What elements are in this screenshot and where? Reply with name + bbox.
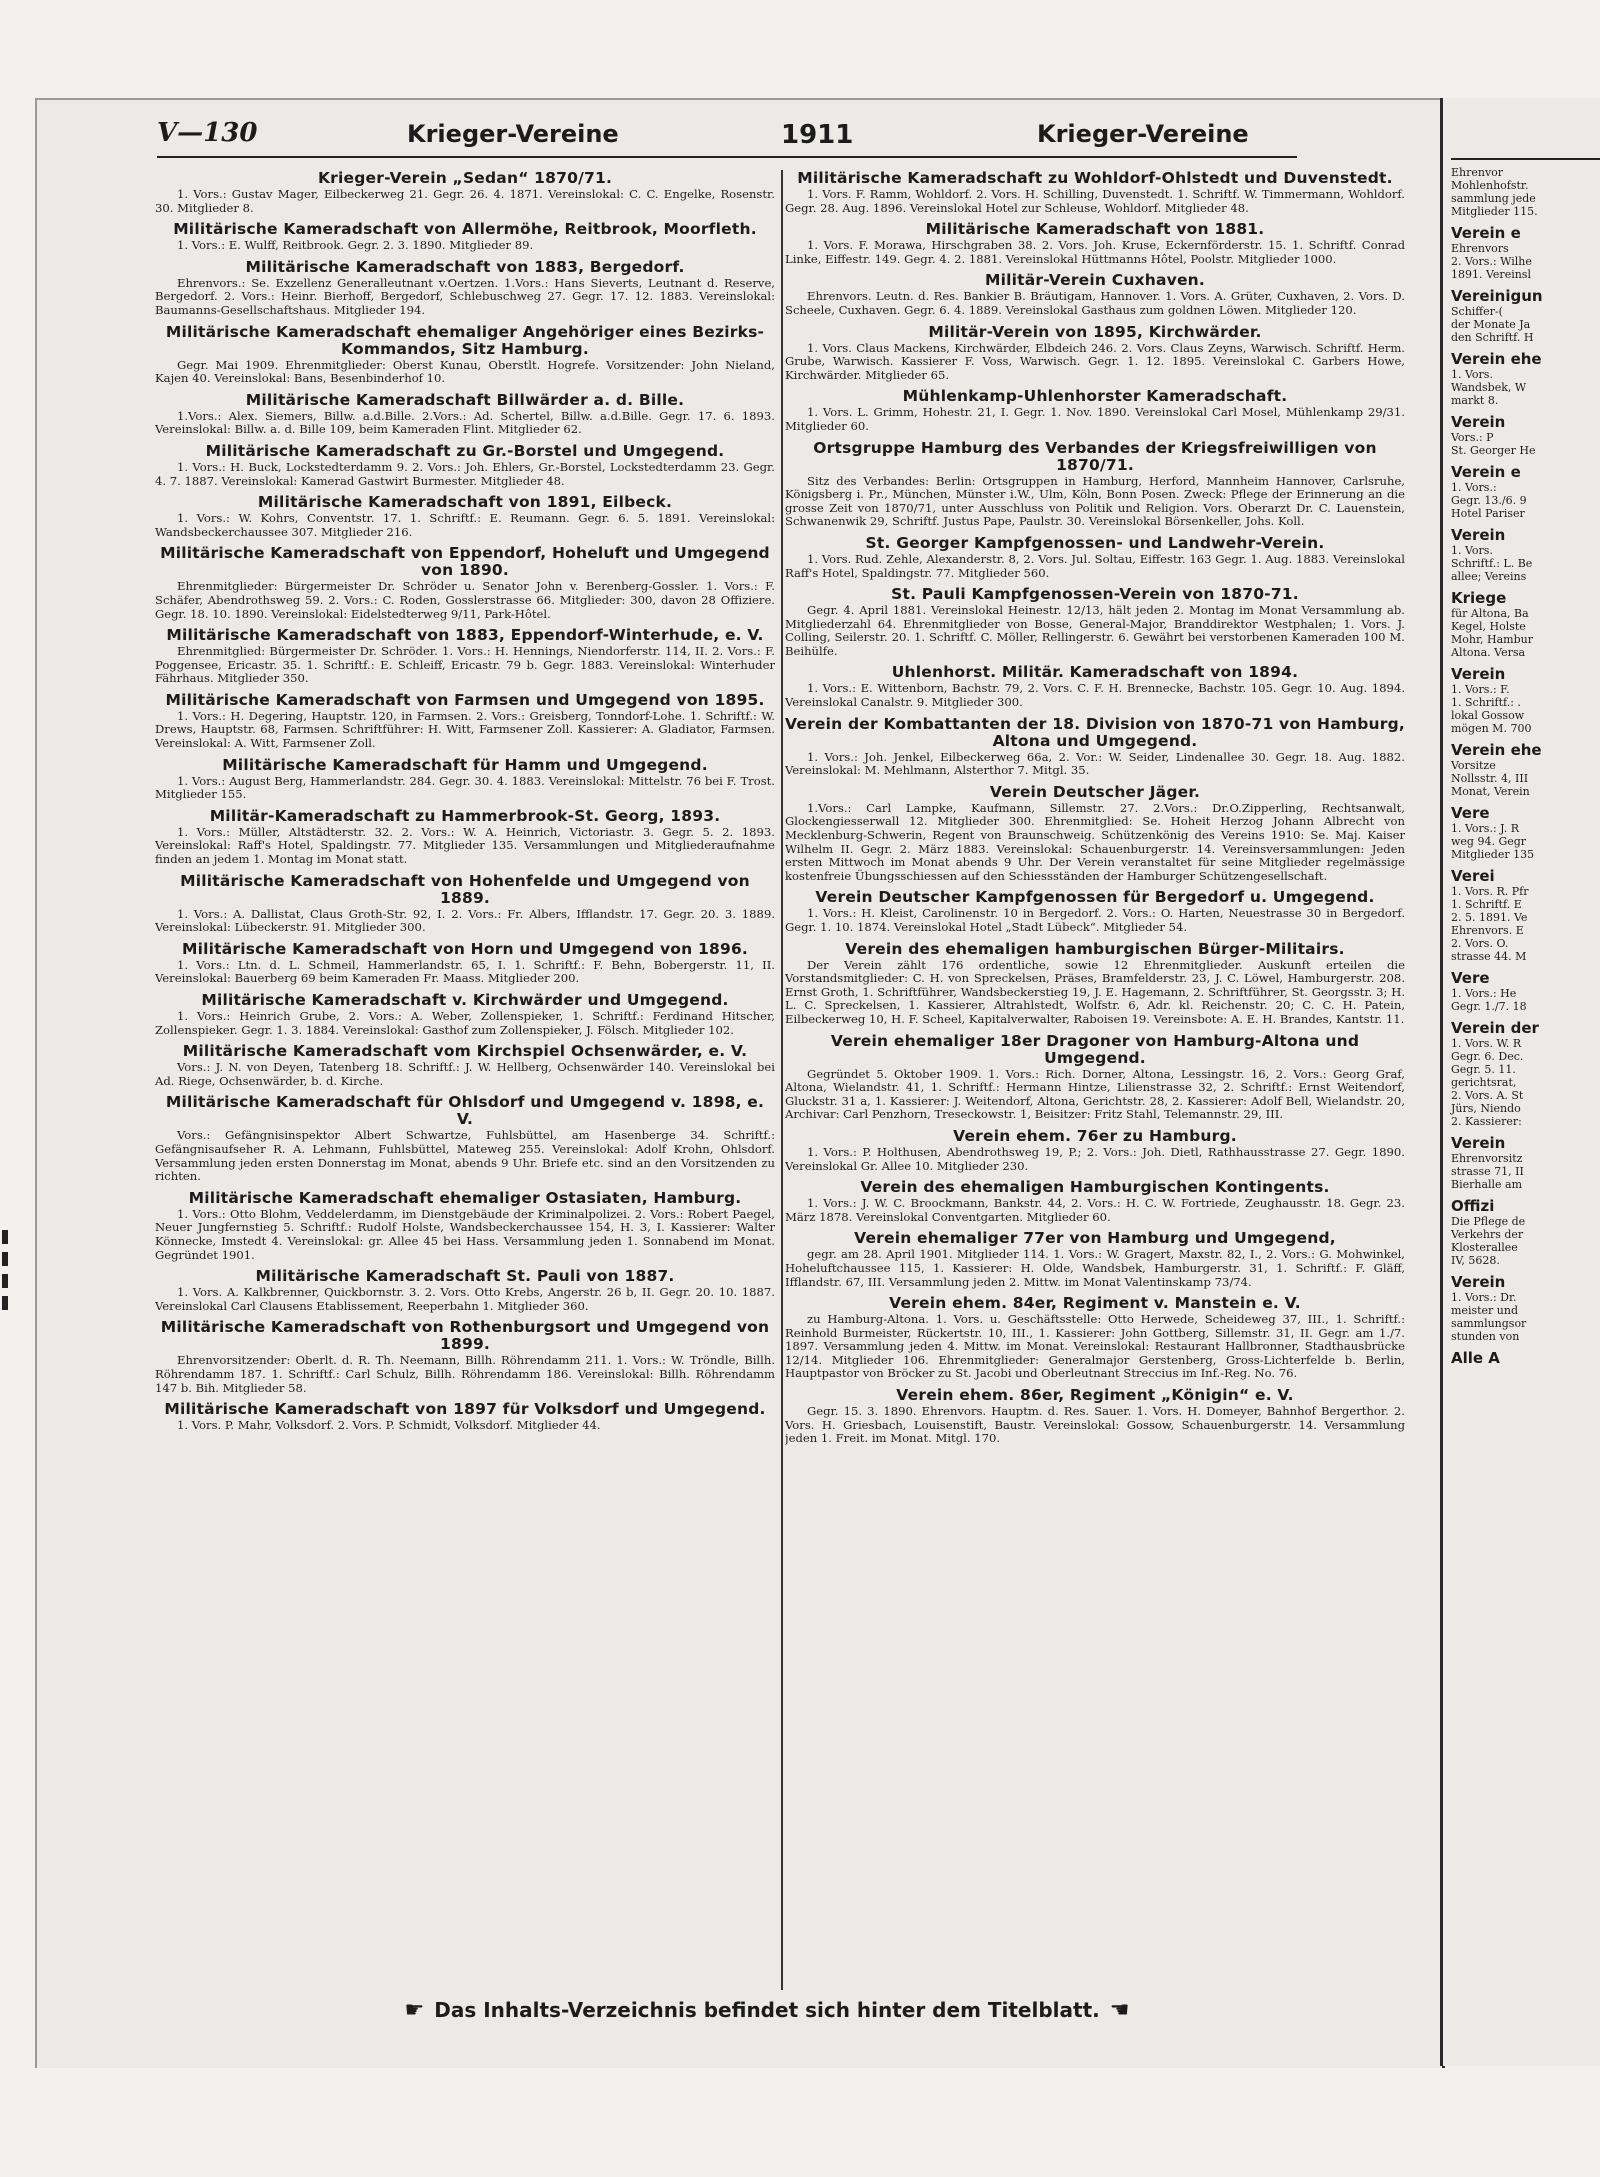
association-details: 1. Vors.: Gustav Mager, Eilbeckerweg 21. Gegr. 26. 4. 1871. Vereinslokal: C. C. Engelke, Rosenstr. 30. Mitglieder 8. <box>155 187 775 215</box>
binding-marks <box>0 1230 12 1340</box>
fragment-line: sammlung jede <box>1451 192 1536 205</box>
association-entry <box>155 1190 775 1262</box>
association-details: 1. Vors.: E. Wulff, Reitbrook. Gegr. 2. 3. 1890. Mitglieder 89. <box>177 238 534 253</box>
association-title: Militär-Verein Cuxhaven. <box>985 271 1205 290</box>
association-entry <box>785 1033 1405 1122</box>
association-title: St. Georger Kampfgenossen- und Landwehr-Verein. <box>865 533 1325 552</box>
fragment-line: stunden von <box>1451 1330 1520 1343</box>
association-entry <box>155 1268 775 1313</box>
fragment-line: gerichtsrat, <box>1451 1076 1517 1089</box>
fragment-line: Nollsstr. 4, III <box>1451 772 1529 785</box>
association-details: 1. Vors.: Otto Blohm, Veddelerdamm, im Dienstgebäude der Kriminalpolizei. 2. Vors.: Robert Paegel, Neuer Jungfernstieg 5. Schriftf.: Rudolf Holste, Wandsbeckerchaussee 154, H. 3, I. Kassierer: Walter Könnecke, Imstedt 4. Vereinslokal: gr. Allee 45 bei Hass. Versammlung jeden 1. Sonnabend im Monat. Gegründet 1901. <box>155 1206 775 1262</box>
directory-page <box>35 98 1445 2068</box>
association-title: Verein ehem. 76er zu Hamburg. <box>953 1126 1237 1145</box>
fragment-line: Gegr. 5. 11. <box>1451 1063 1516 1076</box>
association-entry <box>785 1387 1405 1446</box>
fragment-line: 1. Vors.: J. R <box>1451 822 1519 835</box>
fragment-line: 2. Vors.: Wilhe <box>1451 255 1532 268</box>
association-entry <box>155 443 775 488</box>
association-title: Militärische Kameradschaft für Hamm und Umgegend. <box>222 755 708 774</box>
association-details: Ehrenmitglieder: Bürgermeister Dr. Schröder u. Senator John v. Berenberg-Gossler. 1. Vors.: F. Schäfer, Abendrothsweg 59. 2. Vors.: C. Roden, Gosslerstrasse 66. Mitglieder: 300, davon 28 Offiziere. Gegr. 18. 10. 1890. Vereinslokal: Eidelstedterweg 9/11, Park-Hôtel. <box>155 579 775 621</box>
fragment-line: 1. Vors. <box>1451 368 1493 381</box>
fragment-line: mögen M. 700 <box>1451 722 1532 735</box>
association-entry <box>785 1295 1405 1381</box>
association-title: Militär-Verein von 1895, Kirchwärder. <box>928 322 1262 341</box>
fragment-line: 1. Vors. W. R <box>1451 1037 1522 1050</box>
association-title: Militärische Kameradschaft ehemaliger Angehöriger eines Bezirks-Kommandos, Sitz Hamburg. <box>165 322 765 358</box>
association-details: 1. Vors.: Müller, Altstädterstr. 32. 2. Vors.: W. A. Heinrich, Victoriastr. 3. Gegr. 5. 2. 1893. Vereinslokal: Raff's Hotel, Spaldingstr. 77. Mitglieder 135. Versammlungen und Mitgliederaufnahme finden an jedem 1. Montag im Monat statt. <box>155 824 775 867</box>
fragment-heading: Offizi <box>1451 1197 1495 1215</box>
association-details: Ehrenvors.: Se. Exzellenz Generalleutnant v.Oertzen. 1.Vors.: Hans Sieverts, Leutnant d. Reserve, Bergedorf. 2. Vors.: Heinr. Bierhoff, Bergedorf, Schlebuschweg 27. Gegr. 17. 12. 1883. Vereinslokal: Baumanns-Gesellschaftshaus. Mitglieder 194. <box>155 275 775 317</box>
association-entry <box>785 1179 1405 1224</box>
fragment-line: Schiffer-( <box>1451 305 1503 318</box>
fragment-line: strasse 44. M <box>1451 950 1527 963</box>
association-title: Militärische Kameradschaft vom Kirchspiel Ochsenwärder, e. V. <box>182 1042 748 1061</box>
header-title-left: Krieger-Vereine <box>407 120 619 148</box>
association-title: Militärische Kameradschaft von Farmsen und Umgegend von 1895. <box>165 690 765 709</box>
association-title: Krieger-Verein „Sedan“ 1870/71. <box>317 170 613 187</box>
association-entry <box>155 808 775 867</box>
fragment-line: strasse 71, II <box>1451 1165 1524 1178</box>
association-entry <box>785 535 1405 580</box>
fragment-heading: Vereinigun <box>1451 287 1543 305</box>
association-details: 1. Vors.: H. Buck, Lockstedterdamm 9. 2. Vors.: Joh. Ehlers, Gr.-Borstel, Lockstedterdamm 23. Gegr. 4. 7. 1887. Vereinslokal: Kamerad Gastwirt Burmester. Mitglieder 48. <box>155 459 775 488</box>
association-entry <box>785 388 1405 433</box>
fragment-heading: Verein <box>1451 1134 1506 1152</box>
association-entry <box>155 545 775 621</box>
fragment-line: Mitglieder 115. <box>1451 205 1538 218</box>
pointing-hand-right-icon: ☛ <box>404 1998 425 2023</box>
association-details: 1. Vors. Claus Mackens, Kirchwärder, Elbdeich 246. 2. Vors. Claus Zeyns, Warwisch. Schriftf. Herm. Grube, Warwisch. Kassierer F. Voss, Warwisch. Gegr. 1. 12. 1895. Vereinslokal C. Garbers Howe, Kirchwärder. Mitglieder 65. <box>785 340 1405 382</box>
column-divider <box>781 170 783 1990</box>
association-details: 1. Vors. F. Morawa, Hirschgraben 38. 2. Vors. Joh. Kruse, Eckernförderstr. 15. 1. Schriftf. Conrad Linke, Eiffestr. 149. Gegr. 4. 2. 1881. Vereinslokal Hüttmanns Hôtel, Poolstr. Mitglieder 1000. <box>785 238 1405 266</box>
fragment-heading: Verein der <box>1451 1019 1539 1037</box>
association-entry <box>785 716 1405 778</box>
fragment-heading: Vere <box>1451 969 1490 987</box>
page-header <box>157 116 1297 158</box>
association-details: 1. Vors.: A. Dallistat, Claus Groth-Str. 92, I. 2. Vors.: Fr. Albers, Ifflandstr. 17. Gegr. 20. 3. 1889. Vereinslokal: Lübeckerstr. 91. Mitglieder 300. <box>155 906 775 935</box>
association-details: Sitz des Verbandes: Berlin: Ortsgruppen in Hamburg, Herford, Mannheim Hannover, Carlsruhe, Königsberg i. Pr., München, Münster i.W., Ulm, Köln, Bonn Posen. Zweck: Pflege der Erinnerung an die grosse Zeit von 1870/71, unter Ausschluss von Politik und Religion. Vors. Oberarzt Dr. C. Lauenstein, Schwanenwik 29, Schriftf. Justus Pape, Paulstr. 30. Vereinslokal Börsenkeller, Johs. Koll. <box>785 473 1405 529</box>
association-title: Militärische Kameradschaft von 1883, Bergedorf. <box>245 257 685 276</box>
association-details: 1. Vors.: Ltn. d. L. Schmeil, Hammerlandstr. 65, I. 1. Schriftf.: F. Behn, Bobergerstr. 11, II. Vereinslokal: Bauerberg 69 beim Kameraden Fr. Maass. Mitglieder 200. <box>155 957 775 986</box>
association-title: Militärische Kameradschaft von 1891, Eilbeck. <box>257 493 673 512</box>
fragment-line: Gegr. 6. Dec. <box>1451 1050 1524 1063</box>
fragment-line: weg 94. Gegr <box>1451 835 1527 848</box>
fragment-heading: Verein e <box>1451 463 1521 481</box>
fragment-line: allee; Vereins <box>1451 570 1527 583</box>
page-number: V—130 <box>157 118 258 148</box>
association-details: 1. Vors.: H. Kleist, Carolinenstr. 10 in Bergedorf. 2. Vors.: O. Harten, Neuestrasse 30 in Bergedorf. Gegr. 1. 10. 1874. Vereinslokal Hotel „Stadt Lübeck“. Mitglieder 54. <box>785 906 1405 934</box>
association-title: St. Pauli Kampfgenossen-Verein von 1870-71. <box>891 585 1299 604</box>
fragment-line: Ehrenvors. E <box>1451 924 1524 937</box>
association-details: Ehrenmitglied: Bürgermeister Dr. Schröder. 1. Vors.: H. Hennings, Niendorferstr. 114, II. 2. Vors.: F. Poggensee, Ericastr. 35. 1. Schriftf.: E. Schleiff, Ericastr. 79 b. Gegr. 1883. Vereinslokal: Winterhuder Fährhaus. Mitglieder 350. <box>155 644 775 686</box>
fragment-line: 1891. Vereinsl <box>1451 268 1531 281</box>
association-details: 1. Vors.: Heinrich Grube, 2. Vors.: A. Weber, Zollenspieker, 1. Schriftf.: Ferdinand Hitscher, Zollenspieker. Gegr. 1. 3. 1884. Vereinslokal: Gasthof zum Zollenspieker, J. Fölsch. Mitglieder 102. <box>155 1009 775 1037</box>
fragment-line: lokal Gossow <box>1451 709 1525 722</box>
fragment-line: Ehrenvorsitz <box>1451 1152 1523 1165</box>
association-title: Verein Deutscher Jäger. <box>989 782 1201 801</box>
fragment-heading: Verei <box>1451 867 1495 885</box>
fragment-line: Ehrenvor <box>1451 166 1504 179</box>
association-entry <box>155 392 775 437</box>
fragment-line: St. Georger He <box>1451 444 1536 457</box>
fragment-line: Gegr. 13./6. 9 <box>1451 494 1527 507</box>
association-details: 1. Vors. P. Mahr, Volksdorf. 2. Vors. P. Schmidt, Volksdorf. Mitglieder 44. <box>177 1418 601 1433</box>
fragment-heading: Verein <box>1451 665 1506 683</box>
association-details: Vors.: Gefängnisinspektor Albert Schwartze, Fuhlsbüttel, am Hasenberge 34. Schriftf.: Gefängnisaufseher R. A. Lehmann, Fuhlsbüttel, Mateweg 255. Vereinslokal: Adolf Krohn, Ohlsdorf. Versammlung jeden ersten Donnerstag im Monat, abends 9 Uhr. Briefe etc. sind an den Vorsitzenden zu richten. <box>155 1128 775 1184</box>
association-title: Verein Deutscher Kampfgenossen für Bergedorf u. Umgegend. <box>815 888 1375 907</box>
fragment-heading: Verein ehe <box>1451 741 1542 759</box>
pointing-hand-left-icon: ☚ <box>1109 1998 1130 2023</box>
association-entry <box>155 1401 775 1433</box>
association-title: Militär-Kameradschaft zu Hammerbrook-St. Georg, 1893. <box>209 806 721 825</box>
association-details: 1. Vors.: August Berg, Hammerlandstr. 284. Gegr. 30. 4. 1883. Vereinslokal: Mittelstr. 76 bei F. Trost. Mitglieder 155. <box>155 773 775 802</box>
association-entry <box>785 1128 1405 1173</box>
association-details: Vors.: J. N. von Deyen, Tatenberg 18. Schriftf.: J. W. Hellberg, Ochsenwärder 140. Vereinslokal bei Ad. Riege, Ochsenwärder, b. d. Kirche. <box>155 1060 775 1088</box>
association-details: 1. Vors. L. Grimm, Hohestr. 21, I. Gegr. 1. Nov. 1890. Vereinslokal Carl Mosel, Mühlenkamp 29/31. Mitglieder 60. <box>785 405 1405 433</box>
association-details: Gegr. Mai 1909. Ehrenmitglieder: Oberst Kunau, Oberstlt. Hogrefe. Vorsitzender: John Nieland, Kajen 40. Vereinslokal: Bans, Besenbinderhof 10. <box>155 357 775 386</box>
association-title: Verein ehemaliger 77er von Hamburg und Umgegend, <box>854 1229 1336 1248</box>
association-details: 1. Vors.: P. Holthusen, Abendrothsweg 19, P.; 2. Vors.: Joh. Dietl, Rathhausstrasse 27. Gegr. 1890. Vereinslokal Gr. Allee 10. Mitglieder 230. <box>785 1144 1405 1173</box>
association-details: 1. Vors. A. Kalkbrenner, Quickbornstr. 3. 2. Vors. Otto Krebs, Angerstr. 26 b, II. Gegr. 20. 10. 1887. Vereinslokal Carl Clausens Etablissement, Reeperbahn 1. Mitglieder 360. <box>155 1285 775 1313</box>
fragment-heading: Kriege <box>1451 589 1507 607</box>
association-title: Verein des ehemaligen hamburgischen Bürger-Militairs. <box>845 939 1345 958</box>
fragment-line: markt 8. <box>1451 394 1499 407</box>
association-title: Militärische Kameradschaft von Rothenburgsort und Umgegend von 1899. <box>160 1318 770 1354</box>
fragment-line: 1. Vors.: He <box>1451 987 1517 1000</box>
association-details: Gegründet 5. Oktober 1909. 1. Vors.: Rich. Dorner, Altona, Lessingstr. 16, 2. Vors.: Georg Graf, Altona, Wielandstr. 41, 1. Schriftf.: Hermann Hintze, Lilienstrasse 32, 2. Schriftf.: Ernst Weitendorf, Gluckstr. 31 a, 1. Kassierer: J. Weitendorf, Altona, Gerichtstr. 28, 2. Kassierer: Adolf Bell, Wielandstr. 20, Archivar: Carl Penzhorn, Treseckowstr. 1, Beisitzer: Fritz Stahl, Telemannstr. 29, III. <box>785 1066 1405 1122</box>
association-entry <box>785 889 1405 934</box>
left-column <box>155 170 775 1990</box>
association-title: Militärische Kameradschaft für Ohlsdorf und Umgegend v. 1898, e. V. <box>165 1093 765 1129</box>
fragment-line: Vors.: P <box>1451 431 1494 444</box>
association-entry <box>785 440 1405 529</box>
association-title: Militärische Kameradschaft von 1881. <box>925 220 1265 239</box>
fragment-line: Bierhalle am <box>1451 1178 1523 1191</box>
adjacent-page-header-rule <box>1451 158 1600 160</box>
association-title: Verein ehem. 86er, Regiment „Königin“ e. V. <box>896 1386 1294 1405</box>
association-details: zu Hamburg-Altona. 1. Vors. u. Geschäftsstelle: Otto Herwede, Scheideweg 37, III., 1. Schriftf.: Reinhold Burmeister, Rückertstr. 10, III., 1. Kassierer: John Gottberg, Sillemstr. 31, II. Gegr. am 1./7. 1897. Versammlung jeden 4. Mittw. im Monat. Vereinslokal: Restaurant Hallbronner, Stadthausbrücke 12/14. Mitglieder 106. Ehrenmitglieder: Generalmajor Gerstenberg, Gross-Lichterfelde b. Berlin, Hauptpastor von Bröcker zu St. Jacobi und Oberleutnant Streccius im Inf.-Reg. No. 76. <box>785 1312 1405 1381</box>
association-entry <box>155 494 775 539</box>
fragment-line: 2. Vors. A. St <box>1451 1089 1524 1102</box>
association-title: Verein ehem. 84er, Regiment v. Manstein e. V. <box>889 1294 1301 1313</box>
association-title: Verein des ehemaligen Hamburgischen Kontingents. <box>860 1178 1330 1197</box>
association-title: Militärische Kameradschaft von Hohenfelde und Umgegend von 1889. <box>180 871 750 907</box>
association-entry <box>785 784 1405 884</box>
fragment-line: Jürs, Niendo <box>1451 1102 1521 1115</box>
fragment-line: 1. Schriftf.: . <box>1451 696 1521 709</box>
right-column <box>785 170 1405 1990</box>
fragment-line: Gegr. 1./7. 18 <box>1451 1000 1527 1013</box>
fragment-line: den Schriftf. H <box>1451 331 1534 344</box>
association-entry <box>155 992 775 1037</box>
fragment-heading: Verein e <box>1451 224 1521 242</box>
fragment-line: Verkehrs der <box>1451 1228 1524 1241</box>
fragment-line: Hotel Pariser <box>1451 507 1525 520</box>
fragment-line: 2. Vors. O. <box>1451 937 1509 950</box>
fragment-line: 2. 5. 1891. Ve <box>1451 911 1528 924</box>
association-entry <box>785 941 1405 1027</box>
fragment-heading: Alle A <box>1451 1349 1500 1367</box>
association-details: 1. Vors. F. Ramm, Wohldorf. 2. Vors. H. Schilling, Duvenstedt. 1. Schriftf. W. Timmermann, Wohldorf. Gegr. 28. Aug. 1896. Vereinslokal Hotel zur Schleuse, Wohldorf. Mitglieder 48. <box>785 187 1405 215</box>
association-entry <box>155 692 775 751</box>
footer-text: Das Inhalts-Verzeichnis befindet sich hinter dem Titelblatt. <box>434 1998 1100 2022</box>
association-title: Verein ehemaliger 18er Dragoner von Hamburg-Altona und Umgegend. <box>830 1031 1360 1067</box>
footer-note <box>227 1998 1307 2023</box>
association-entry <box>785 221 1405 266</box>
association-entry <box>155 627 775 686</box>
association-details: 1. Vors.: E. Wittenborn, Bachstr. 79, 2. Vors. C. F. H. Brennecke, Bachstr. 105. Gegr. 10. Aug. 1894. Vereinslokal Canalstr. 9. Mitglieder 300. <box>785 681 1405 710</box>
association-entry <box>785 664 1405 709</box>
association-title: Verein der Kombattanten der 18. Division von 1870-71 von Hamburg, Altona und Umgegend. <box>785 714 1405 750</box>
association-entry <box>155 324 775 386</box>
association-title: Militärische Kameradschaft zu Gr.-Borstel und Umgegend. <box>205 441 725 460</box>
association-title: Militärische Kameradschaft von 1897 für Volksdorf und Umgegend. <box>164 1400 766 1419</box>
association-title: Ortsgruppe Hamburg des Verbandes der Kriegsfreiwilligen von 1870/71. <box>813 438 1377 474</box>
association-details: Der Verein zählt 176 ordentliche, sowie 12 Ehrenmitglieder. Auskunft erteilen die Vorstandsmitglieder: C. H. von Spreckelsen, Präses, Bramfelderstr. 23, J. C. Löwel, Hamburgerstr. 208. Ernst Groth, 1. Schriftführer, Wandsbeckerstieg 19, J. E. Hagemann, 2. Schriftführer, St. Georgsstr. 3; H. L. C. Spreckelsen, 1. Kassierer, Altrahlstedt, Wolfstr. 6, Adr. kl. Reichenstr. 20; C. C. H. Patein, Eilbeckerweg 10, H. F. Scheel, Kapitalverwalter, Raboisen 19. Vereinsbote: A. E. H. Brandes, Kantstr. 11. <box>785 957 1405 1026</box>
association-title: Militärische Kameradschaft von 1883, Eppendorf-Winterhude, e. V. <box>166 626 764 645</box>
association-entry <box>155 221 775 253</box>
fragment-heading: Vere <box>1451 804 1490 822</box>
association-title: Militärische Kameradschaft von Horn und Umgegend von 1896. <box>181 939 749 958</box>
fragment-line: 1. Vors.: Dr. <box>1451 1291 1517 1304</box>
fragment-line: Kegel, Holste <box>1451 620 1526 633</box>
association-details: gegr. am 28. April 1901. Mitglieder 114. 1. Vors.: W. Gragert, Maxstr. 82, I., 2. Vors.: G. Mohwinkel, Hoheluftchaussee 115, 1. Kassierer: H. Olde, Wandsbek, Hamburgerstr. 31, 1. Schriftf.: F. Gläff, Ifflandstr. 67, III. Versammlung jeden 2. Mittw. im Monat Valentinskamp 73/74. <box>785 1247 1405 1289</box>
association-entry <box>155 1319 775 1395</box>
fragment-line: Mitglieder 135 <box>1451 848 1535 861</box>
association-details: 1. Vors.: J. W. C. Broockmann, Bankstr. 44, 2. Vors.: H. C. W. Fortriede, Zeughausstr. 18. Gegr. 23. März 1878. Vereinslokal Conventgarten. Mitglieder 60. <box>785 1196 1405 1224</box>
association-title: Mühlenkamp-Uhlenhorster Kameradschaft. <box>902 387 1288 406</box>
association-entry <box>155 1043 775 1088</box>
fragment-line: 1. Vors. <box>1451 544 1493 557</box>
association-details: Gegr. 15. 3. 1890. Ehrenvors. Hauptm. d. Res. Sauer. 1. Vors. H. Domeyer, Bahnhof Bergerthor. 2. Vors. H. Griesbach, Louisenstift, Baustr. Vereinslokal: Gossow, Schauenburgerstr. 14. Versammlung jeden 1. Freit. im Monat. Mitgl. 170. <box>785 1404 1405 1446</box>
association-entry <box>155 941 775 986</box>
association-entry <box>785 324 1405 383</box>
fragment-line: Klosterallee <box>1451 1241 1518 1254</box>
fragment-line: Die Pflege de <box>1451 1215 1526 1228</box>
fragment-line: 2. Kassierer: <box>1451 1115 1522 1128</box>
fragment-line: meister und <box>1451 1304 1518 1317</box>
fragment-heading: Verein <box>1451 1273 1506 1291</box>
association-entry <box>155 1094 775 1183</box>
fragment-line: Wandsbek, W <box>1451 381 1527 394</box>
fragment-line: Mohr, Hambur <box>1451 633 1533 646</box>
fragment-line: 1. Vors.: <box>1451 481 1497 494</box>
fragment-line: IV, 5628. <box>1451 1254 1500 1267</box>
association-details: 1. Vors.: H. Degering, Hauptstr. 120, in Farmsen. 2. Vors.: Greisberg, Tonndorf-Lohe. 1. Schriftf.: W. Drews, Hauptstr. 68, Farmsen. Schriftführer: H. Witt, Farmsener Zoll. Kassierer: A. Gladiator, Farmsen. Vereinslokal: A. Witt, Farmsener Zoll. <box>155 708 775 751</box>
association-entry <box>155 259 775 318</box>
association-details: Gegr. 4. April 1881. Vereinslokal Heinestr. 12/13, hält jeden 2. Montag im Monat Versammlung ab. Mitgliederzahl 64. Ehrenmitglieder von Bosse, General-Major, Branddirektor Westphalen; 1. Vors. J. Colling, Seilerstr. 20. 1. Schriftf. C. Möller, Rellingerstr. 6. Gewährt bei verstorbenen Kameraden 100 M. Beihülfe. <box>785 603 1405 658</box>
fragment-line: Mohlenhofstr. <box>1451 179 1529 192</box>
association-details: Ehrenvorsitzender: Oberlt. d. R. Th. Neemann, Billh. Röhrendamm 211. 1. Vors.: W. Tröndle, Billh. Röhrendamm 187. 1. Schriftf.: Carl Schulz, Billh. Röhrendamm 186. Vereinslokal: Billh. Röhrendamm 147 b. Bih. Mitglieder 58. <box>155 1353 775 1395</box>
association-entry <box>785 586 1405 658</box>
adjacent-page-fragment <box>1440 98 1600 2066</box>
association-title: Uhlenhorst. Militär. Kameradschaft von 1894. <box>891 663 1299 682</box>
association-title: Militärische Kameradschaft von Eppendorf, Hoheluft und Umgegend von 1890. <box>160 544 770 580</box>
association-entry <box>155 757 775 802</box>
association-entry <box>785 170 1405 215</box>
association-title: Militärische Kameradschaft ehemaliger Ostasiaten, Hamburg. <box>188 1188 742 1207</box>
fragment-line: Schriftf.: L. Be <box>1451 557 1533 570</box>
association-entry <box>155 873 775 935</box>
association-entry <box>785 1230 1405 1289</box>
association-title: Militärische Kameradschaft zu Wohldorf-Ohlstedt und Duvenstedt. <box>797 170 1393 187</box>
fragment-line: 1. Schriftf. E <box>1451 898 1522 911</box>
association-title: Militärische Kameradschaft Billwärder a. d. Bille. <box>245 390 685 409</box>
association-details: 1.Vors.: Alex. Siemers, Billw. a.d.Bille. 2.Vors.: Ad. Schertel, Billw. a.d.Bille. Gegr. 17. 6. 1893. Vereinslokal: Billw. a. d. Bille 109, beim Kameraden Flint. Mitglieder 62. <box>155 408 775 437</box>
header-title-right: Krieger-Vereine <box>1037 120 1249 148</box>
fragment-line: 1. Vors.: F. <box>1451 683 1510 696</box>
fragment-line: Ehrenvors <box>1451 242 1509 255</box>
fragment-line: der Monate Ja <box>1451 318 1531 331</box>
fragment-line: Monat, Verein <box>1451 785 1530 798</box>
fragment-heading: Verein <box>1451 526 1506 544</box>
association-title: Militärische Kameradschaft von Allermöhe, Reitbrook, Moorfleth. <box>173 220 757 239</box>
fragment-line: sammlungsor <box>1451 1317 1527 1330</box>
association-details: 1.Vors.: Carl Lampke, Kaufmann, Sillemstr. 27. 2.Vors.: Dr.O.Zipperling, Rechtsanwalt, Glockengiesserwall 12. Mitglieder 300. Ehrenmitglied: Se. Hoheit Herzog Johann Albrecht von Mecklenburg-Schwerin, Regent von Braunschweig. Schützenkönig des Vereins 1910: Se. Maj. Kaiser Wilhelm II. Gegr. 2. März 1883. Vereinslokal: Schauenburgerstr. 14. Vereinsversammlungen: Jeden ersten Mittwoch im Monat abends 9 Uhr. Der Verein veranstaltet für seine Mitglieder regelmässige kostenfreie Übungsschiessen auf den Schiessständen der Hamburger Schützengesellschaft. <box>785 800 1405 883</box>
fragment-heading: Verein ehe <box>1451 350 1542 368</box>
header-year: 1911 <box>781 120 854 150</box>
association-entry <box>155 170 775 215</box>
association-details: 1. Vors. Rud. Zehle, Alexanderstr. 8, 2. Vors. Jul. Soltau, Eiffestr. 163 Gegr. 1. Aug. 1883. Vereinslokal Raff's Hotel, Spaldingstr. 77. Mitglieder 560. <box>785 551 1405 580</box>
association-entry <box>785 272 1405 317</box>
association-details: Ehrenvors. Leutn. d. Res. Bankier B. Bräutigam, Hannover. 1. Vors. A. Grüter, Cuxhaven, 2. Vors. D. Scheele, Cuxhaven. Gegr. 6. 4. 1889. Vereinslokal Gasthaus zum goldnen Löwen. Mitglieder 120. <box>785 289 1405 317</box>
association-title: Militärische Kameradschaft St. Pauli von 1887. <box>255 1267 675 1286</box>
fragment-line: Vorsitze <box>1451 759 1496 772</box>
fragment-line: Altona. Versa <box>1451 646 1526 659</box>
fragment-heading: Verein <box>1451 413 1506 431</box>
association-details: 1. Vors.: Joh. Jenkel, Eilbeckerweg 66a, 2. Vor.: W. Seider, Lindenallee 30. Gegr. 18. Aug. 1882. Vereinslokal: M. Mehlmann, Alsterthor 7. Mitgl. 35. <box>785 749 1405 778</box>
fragment-line: für Altona, Ba <box>1451 607 1529 620</box>
association-details: 1. Vors.: W. Kohrs, Conventstr. 17. 1. Schriftf.: E. Reumann. Gegr. 6. 5. 1891. Vereinslokal: Wandsbeckerchaussee 307. Mitglieder 216. <box>155 511 775 539</box>
association-title: Militärische Kameradschaft v. Kirchwärder und Umgegend. <box>201 991 729 1009</box>
fragment-line: 1. Vors. R. Pfr <box>1451 885 1529 898</box>
